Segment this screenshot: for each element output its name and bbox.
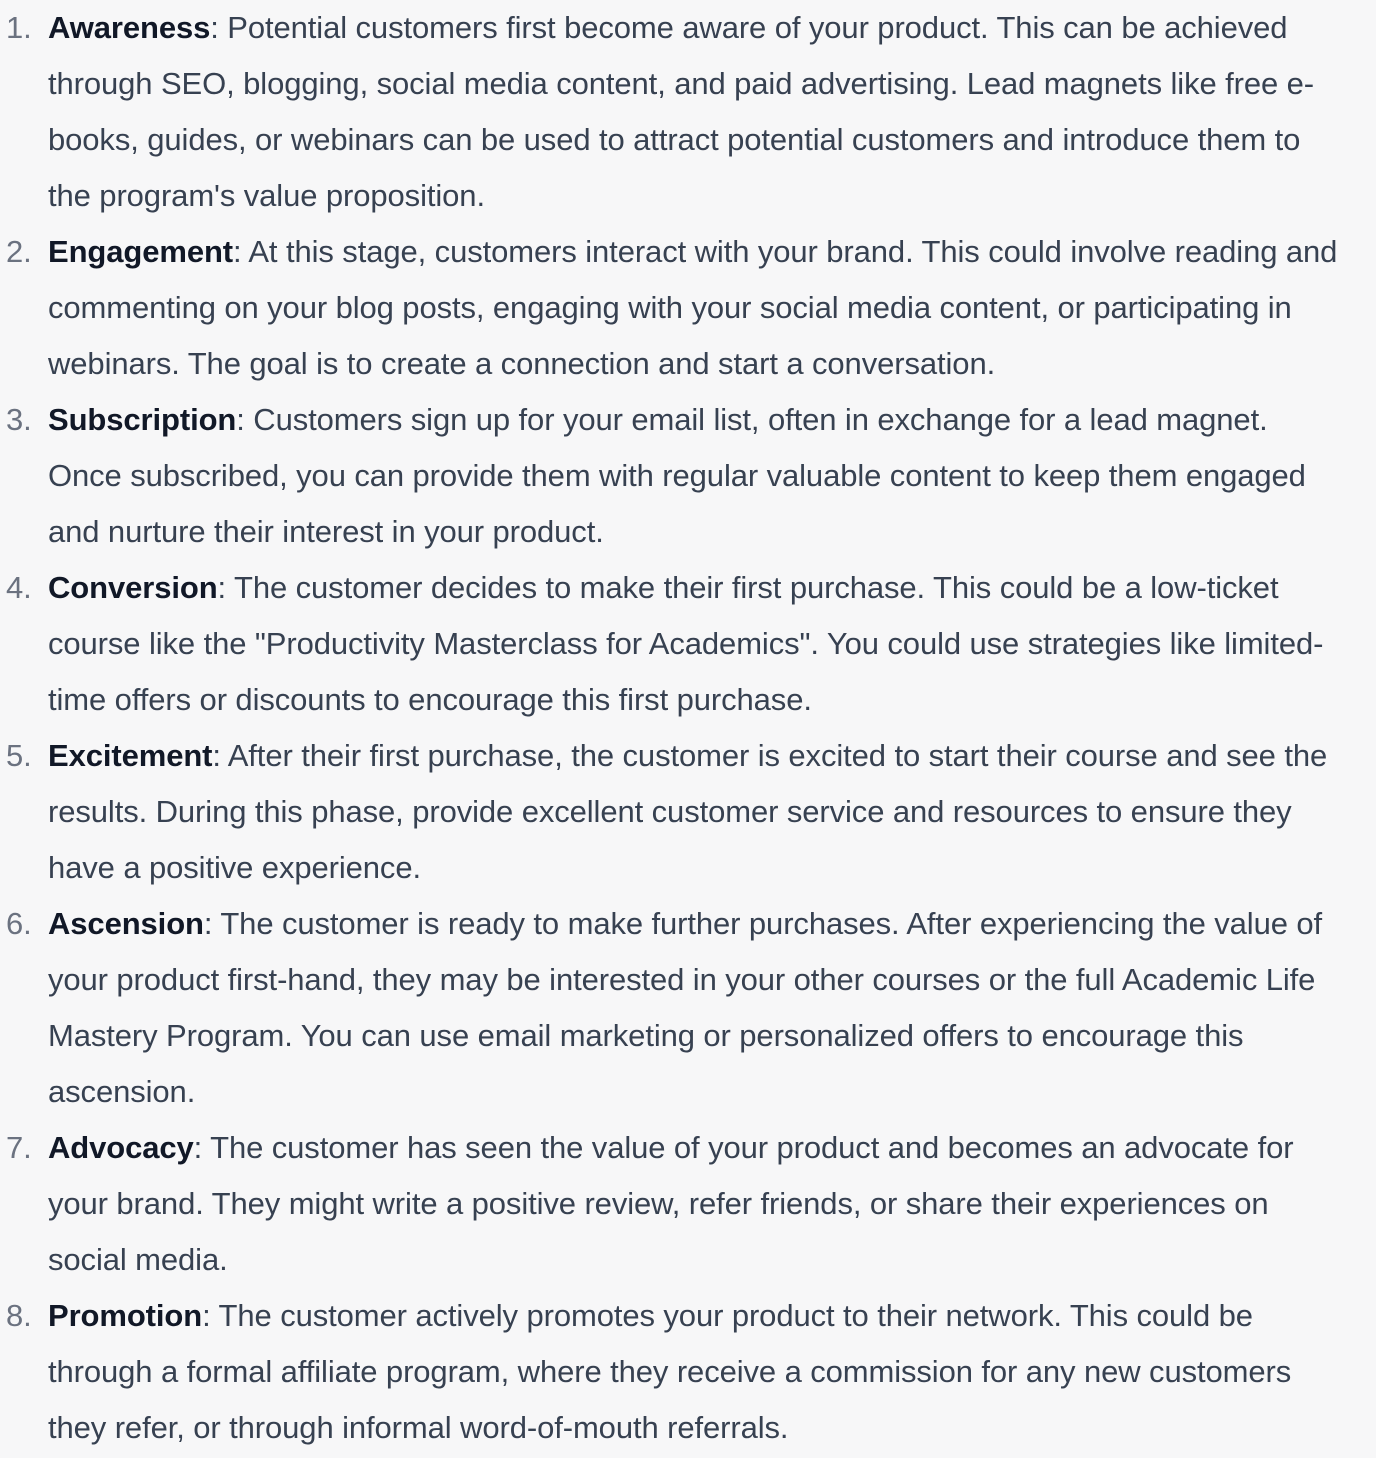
stage-term: Engagement	[48, 234, 234, 269]
list-item-subscription	[0, 392, 1376, 560]
stage-description: : After their first purchase, the customer is excited to start their course and see the results. During this phase, provide excellent customer service and resources to ensure they have a positive experience.	[48, 738, 1328, 885]
stage-term: Conversion	[48, 570, 218, 605]
list-number: 1.	[6, 10, 32, 45]
stage-description: : At this stage, customers interact with your brand. This could involve reading and commenting on your blog posts, engaging with your social media content, or participating in webinars. The goal is to create a connection and start a conversation.	[48, 234, 1338, 381]
list-number: 7.	[6, 1130, 32, 1165]
stage-term: Awareness	[48, 10, 211, 45]
stage-term: Advocacy	[48, 1130, 194, 1165]
stage-description: : The customer decides to make their first purchase. This could be a low-ticket course like the "Productivity Masterclass for Academics". You could use strategies like limited-time offers or discounts to encourage this first purchase.	[48, 570, 1324, 717]
list-number: 8.	[6, 1298, 32, 1333]
stage-description: : The customer is ready to make further purchases. After experiencing the value of your product first-hand, they may be interested in your other courses or the full Academic Life Mastery Program. You can use email marketing or personalized offers to encourage this ascension.	[48, 906, 1323, 1109]
stage-term: Promotion	[48, 1298, 203, 1333]
stage-description: : Customers sign up for your email list, often in exchange for a lead magnet. Once subscribed, you can provide them with regular valuable content to keep them engaged and nurture their interest in your product.	[48, 402, 1306, 549]
stage-description: : The customer has seen the value of your product and becomes an advocate for your brand. They might write a positive review, refer friends, or share their experiences on social media.	[48, 1130, 1294, 1277]
list-item-ascension	[0, 896, 1376, 1120]
list-number: 2.	[6, 234, 32, 269]
list-item-advocacy	[0, 1120, 1376, 1288]
list-item-engagement	[0, 224, 1376, 392]
list-item-excitement	[0, 728, 1376, 896]
stage-term: Excitement	[48, 738, 213, 773]
list-item-promotion	[0, 1288, 1376, 1456]
list-number: 6.	[6, 906, 32, 941]
list-number: 3.	[6, 402, 32, 437]
stage-term: Ascension	[48, 906, 204, 941]
list-number: 4.	[6, 570, 32, 605]
list-item-conversion	[0, 560, 1376, 728]
stage-term: Subscription	[48, 402, 237, 437]
list-number: 5.	[6, 738, 32, 773]
list-item-awareness	[0, 0, 1376, 224]
stage-description: : Potential customers first become aware of your product. This can be achieved through SEO, blogging, social media content, and paid advertising. Lead magnets like free e-books, guides, or webinars can be used to attract potential customers and introduce them to the program's value proposition.	[48, 10, 1315, 213]
stage-description: : The customer actively promotes your product to their network. This could be through a formal affiliate program, where they receive a commission for any new customers they refer, or through informal word-of-mouth referrals.	[48, 1298, 1292, 1445]
